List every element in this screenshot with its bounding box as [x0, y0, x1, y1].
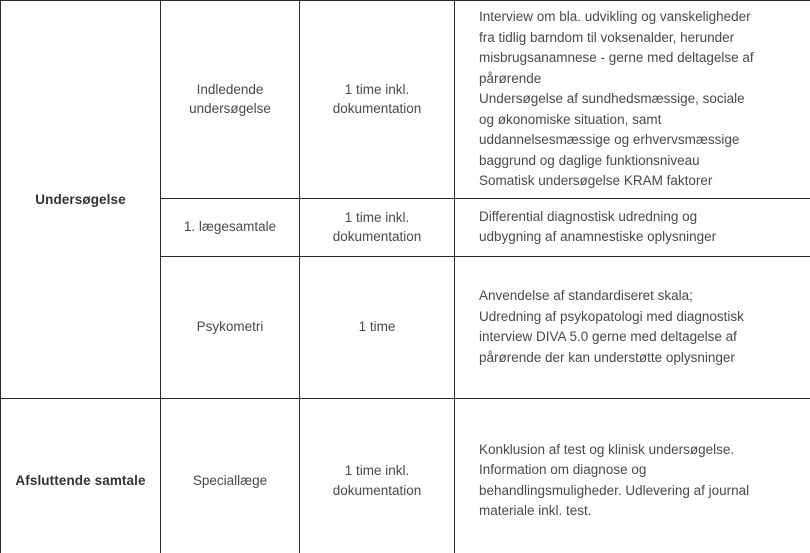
time-cell: [300, 256, 455, 398]
detail-text-line: fra tidlig barndom til voksenalder, herunder: [479, 29, 735, 45]
detail-text-line: baggrund og daglige funktionsniveau: [479, 152, 700, 168]
detail-cell: [455, 398, 810, 553]
detail-text-line: pårørende der kan understøtte oplysninger: [479, 349, 735, 365]
task-label-line: Speciallæge: [192, 472, 268, 488]
time-cell: [300, 1, 455, 199]
detail-cell: [455, 198, 810, 256]
table-row: [1, 1, 810, 199]
task-label-line: Indledende: [196, 81, 264, 97]
detail-cell: [455, 256, 810, 398]
time-label-line: dokumentation: [332, 229, 422, 245]
detail-text-line: udbygning af anamnestiske oplysninger: [479, 229, 717, 245]
detail-text-line: Differential diagnostisk udredning og: [479, 208, 698, 224]
detail-text-line: uddannelsesmæssige og erhvervsmæssige: [479, 132, 740, 148]
task-label-line: undersøgelse: [189, 101, 271, 117]
task-cell: [161, 398, 300, 553]
detail-text-line: Udredning af psykopatologi med diagnostisk: [479, 308, 744, 324]
time-cell: [300, 398, 455, 553]
time-label-line: 1 time inkl.: [344, 463, 410, 479]
detail-cell: [455, 1, 810, 199]
detail-text-line: og økonomiske situation, samt: [479, 111, 662, 127]
stage-cell-afsluttende-samtale: [1, 398, 161, 553]
task-cell: [161, 1, 300, 199]
time-label-line: dokumentation: [332, 482, 422, 498]
detail-text-line: Undersøgelse af sundhedsmæssige, sociale: [479, 91, 745, 107]
detail-text-line: Anvendelse af standardiseret skala;: [479, 288, 693, 304]
detail-text-line: pårørende: [479, 70, 542, 86]
table-row: [1, 398, 810, 553]
detail-text-line: Interview om bla. udvikling og vanskeligheder: [479, 9, 751, 24]
detail-text-line: Konklusion af test og klinisk undersøgelse.: [479, 441, 735, 457]
detail-text-line: misbrugsanamnese - gerne med deltagelse af: [479, 50, 754, 66]
time-label-line: 1 time: [358, 319, 396, 335]
table-body: [1, 1, 810, 553]
stage-label: Undersøgelse: [35, 191, 126, 207]
task-label-line: 1. lægesamtale: [183, 219, 277, 235]
task-cell: [161, 256, 300, 398]
time-cell: [300, 198, 455, 256]
detail-text-line: Somatisk undersøgelse KRAM faktorer: [479, 173, 713, 189]
stage-label: Afsluttende samtale: [15, 473, 146, 489]
stage-cell-undersoegelse: [1, 1, 161, 399]
detail-text-line: materiale inkl. test.: [479, 503, 592, 519]
time-label-line: 1 time inkl.: [344, 209, 410, 225]
detail-text-line: behandlingsmuligheder. Udlevering af journal: [479, 482, 750, 498]
detail-text-line: Information om diagnose og: [479, 462, 647, 478]
time-label-line: 1 time inkl.: [344, 81, 410, 97]
detail-text-line: interview DIVA 5.0 gerne med deltagelse af: [479, 329, 737, 345]
time-label-line: dokumentation: [332, 101, 422, 117]
task-cell: [161, 198, 300, 256]
task-label-line: Psykometri: [196, 319, 264, 335]
